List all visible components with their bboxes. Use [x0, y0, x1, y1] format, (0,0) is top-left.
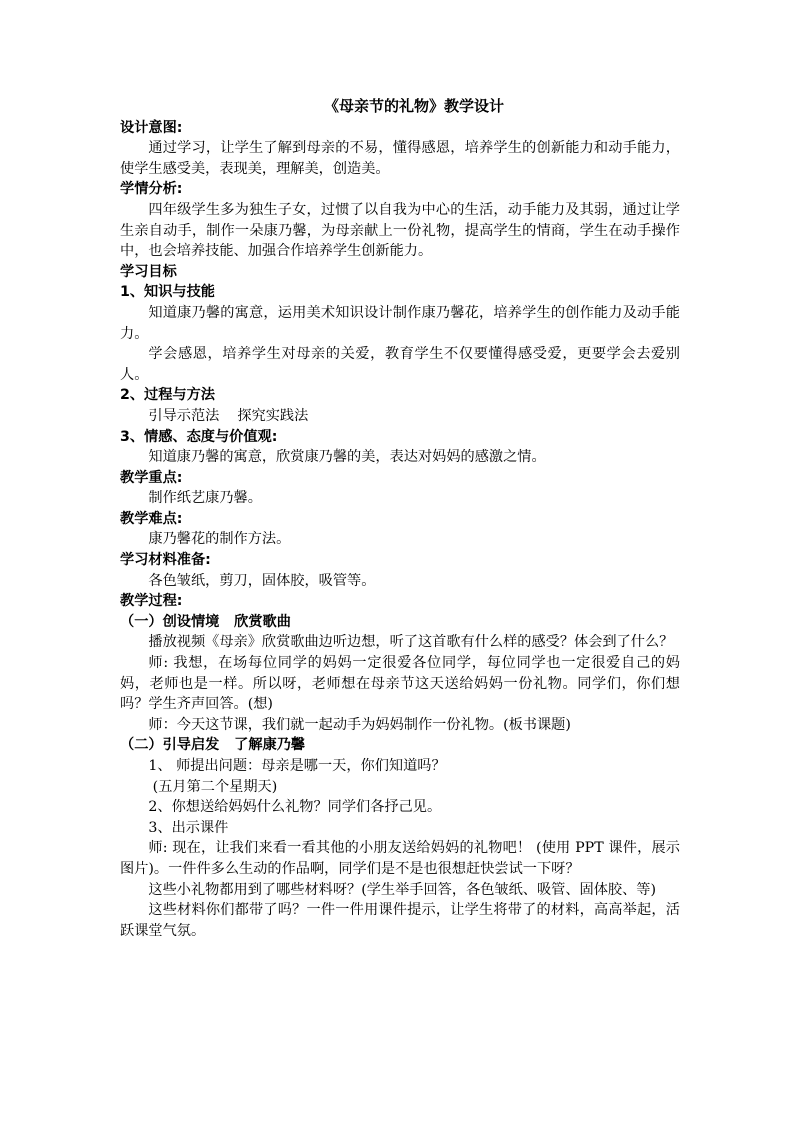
document-title: 《母亲节的礼物》教学设计 — [323, 97, 504, 115]
paragraph-learning-materials: 各色皱纸，剪刀，固体胶，吸管等。 — [148, 572, 376, 589]
heading-design-intent: 设计意图: — [120, 119, 183, 136]
paragraph-goal-process-methods: 引导示范法 探究实践法 — [148, 407, 309, 424]
paragraph-teaching-key-point: 制作纸艺康乃馨。 — [148, 490, 262, 507]
paragraph-design-intent: 通过学习，让学生了解到母亲的不易，懂得感恩，培养学生的创新能力和动手能力，使学生感受美，表现美，理解美，创造美。 — [120, 140, 680, 177]
paragraph-step-2-c: 2、你想送给妈妈什么礼物？同学们各抒己见。 — [148, 799, 442, 816]
paragraph-step-2-a: 1、 师提出问题：母亲是哪一天，你们知道吗？ — [148, 758, 446, 774]
document-page — [120, 96, 680, 941]
paragraph-step-2-f: 这些小礼物都用到了哪些材料呀？(学生举手回答，各色皱纸、吸管、固体胶、等) — [148, 881, 657, 898]
paragraph-step-2-d: 3、出示课件 — [148, 819, 229, 836]
heading-goal-knowledge-skills: 1、知识与技能 — [120, 284, 215, 301]
paragraph-step-1-a: 播放视频《母亲》欣赏歌曲边听边想，听了这首歌有什么样的感受？体会到了什么？ — [148, 634, 674, 651]
heading-teaching-process: 教学过程: — [120, 593, 183, 610]
paragraph-step-2-b: (五月第二个星期天) — [152, 778, 278, 795]
heading-teaching-key-point: 教学重点: — [120, 469, 183, 486]
paragraph-step-2-e: 师: 现在，让我们来看一看其他的小朋友送给妈妈的礼物吧！ (使用 PPT 课件，展示图片)。一件件多么生动的作品啊，同学们是不是也很想赶快尝试一下呀？ — [120, 840, 680, 877]
heading-goal-attitudes-values: 3、情感、态度与价值观: — [120, 428, 278, 445]
heading-learning-goals: 学习目标 — [120, 263, 177, 280]
paragraph-teaching-difficulty: 康乃馨花的制作方法。 — [148, 531, 291, 548]
paragraph-step-1-b: 师: 我想，在场每位同学的妈妈一定很爱各位同学，每位同学也一定很爱自己的妈妈，老师也是一样。所以呀，老师想在母亲节这天送给妈妈一份礼物。同学们，你们想吗？学生齐声回答。(想) — [120, 655, 680, 713]
paragraph-step-1-c: 师：今天这节课，我们就一起动手为妈妈制作一份礼物。(板书课题) — [148, 716, 571, 733]
paragraph-goal-knowledge-b: 学会感恩，培养学生对母亲的关爱，教育学生不仅要懂得感受爱，更要学会去爱别人。 — [120, 346, 680, 383]
heading-step-2: （二）引导启发 了解康乃馨 — [120, 737, 306, 754]
paragraph-goal-attitudes-values: 知道康乃馨的寓意，欣赏康乃馨的美，表达对妈妈的感激之情。 — [148, 449, 546, 466]
heading-learning-materials: 学习材料准备: — [120, 552, 211, 569]
heading-goal-process-methods: 2、过程与方法 — [120, 387, 215, 404]
paragraph-goal-knowledge-a: 知道康乃馨的寓意，运用美术知识设计制作康乃馨花，培养学生的创作能力及动手能力。 — [120, 304, 680, 342]
paragraph-learner-analysis: 四年级学生多为独生子女，过惯了以自我为中心的生活，动手能力及其弱，通过让学生亲自动手，制作一朵康乃馨，为母亲献上一份礼物，提高学生的情商，学生在动手操作中，也会培养技能、加强合作培养学生创新能力。 — [120, 201, 680, 260]
heading-step-1: （一）创设情境 欣赏歌曲 — [120, 613, 291, 630]
heading-teaching-difficulty: 教学难点: — [120, 510, 183, 527]
paragraph-step-2-g: 这些材料你们都带了吗？一件一件用课件提示，让学生将带了的材料，高高举起，活跃课堂气氛。 — [120, 902, 680, 939]
heading-learner-analysis: 学情分析: — [120, 181, 183, 198]
